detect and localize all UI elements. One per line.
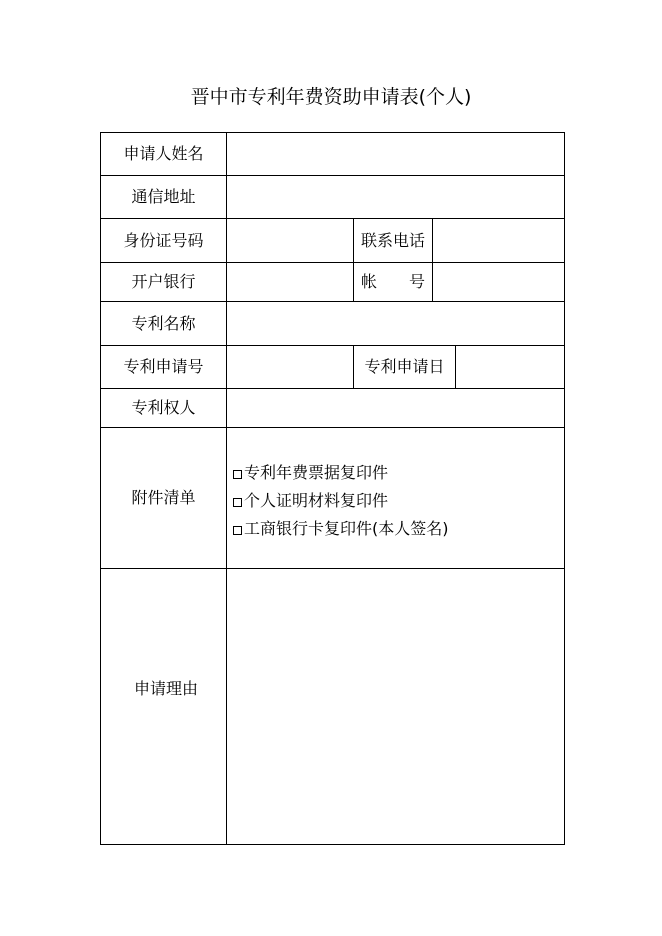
bank-field[interactable] — [227, 263, 353, 301]
patent-app-no-field[interactable] — [227, 346, 353, 388]
label-applicant-name: 申请人姓名 — [123, 144, 204, 163]
label-account-part2: 号 — [408, 272, 425, 291]
id-number-field[interactable] — [227, 219, 353, 262]
attachment-item[interactable]: 专利年费票据复印件 — [233, 459, 449, 487]
label-account-part1: 帐 — [361, 272, 378, 291]
checkbox-icon[interactable] — [233, 470, 242, 479]
applicant-name-field[interactable] — [227, 133, 564, 175]
label-attachments: 附件清单 — [131, 488, 196, 507]
patentee-field[interactable] — [227, 389, 564, 427]
attachments-list — [233, 459, 449, 543]
phone-field[interactable] — [433, 219, 564, 262]
label-patentee: 专利权人 — [131, 398, 196, 417]
label-bank: 开户银行 — [131, 272, 196, 291]
label-id-number: 身份证号码 — [123, 230, 204, 250]
patent-app-date-field[interactable] — [456, 346, 564, 388]
attachment-item[interactable]: 个人证明材料复印件 — [233, 487, 449, 515]
checkbox-icon[interactable] — [233, 498, 242, 507]
page-title: 晋中市专利年费资助申请表(个人) — [190, 86, 472, 108]
address-field[interactable] — [227, 176, 564, 218]
reason-field[interactable] — [227, 569, 564, 844]
label-phone: 联系电话 — [360, 230, 425, 250]
checkbox-icon[interactable] — [233, 526, 242, 535]
attachment-item[interactable]: 工商银行卡复印件(本人签名) — [233, 515, 449, 543]
label-patent-name: 专利名称 — [131, 313, 196, 333]
application-form-table — [100, 132, 565, 845]
label-patent-app-date: 专利申请日 — [364, 357, 445, 376]
label-account — [354, 263, 432, 301]
label-reason: 申请理由 — [133, 679, 198, 698]
label-address: 通信地址 — [131, 187, 196, 206]
label-patent-app-no: 专利申请号 — [123, 357, 204, 376]
patent-name-field[interactable] — [227, 302, 564, 345]
account-field[interactable] — [433, 263, 564, 301]
